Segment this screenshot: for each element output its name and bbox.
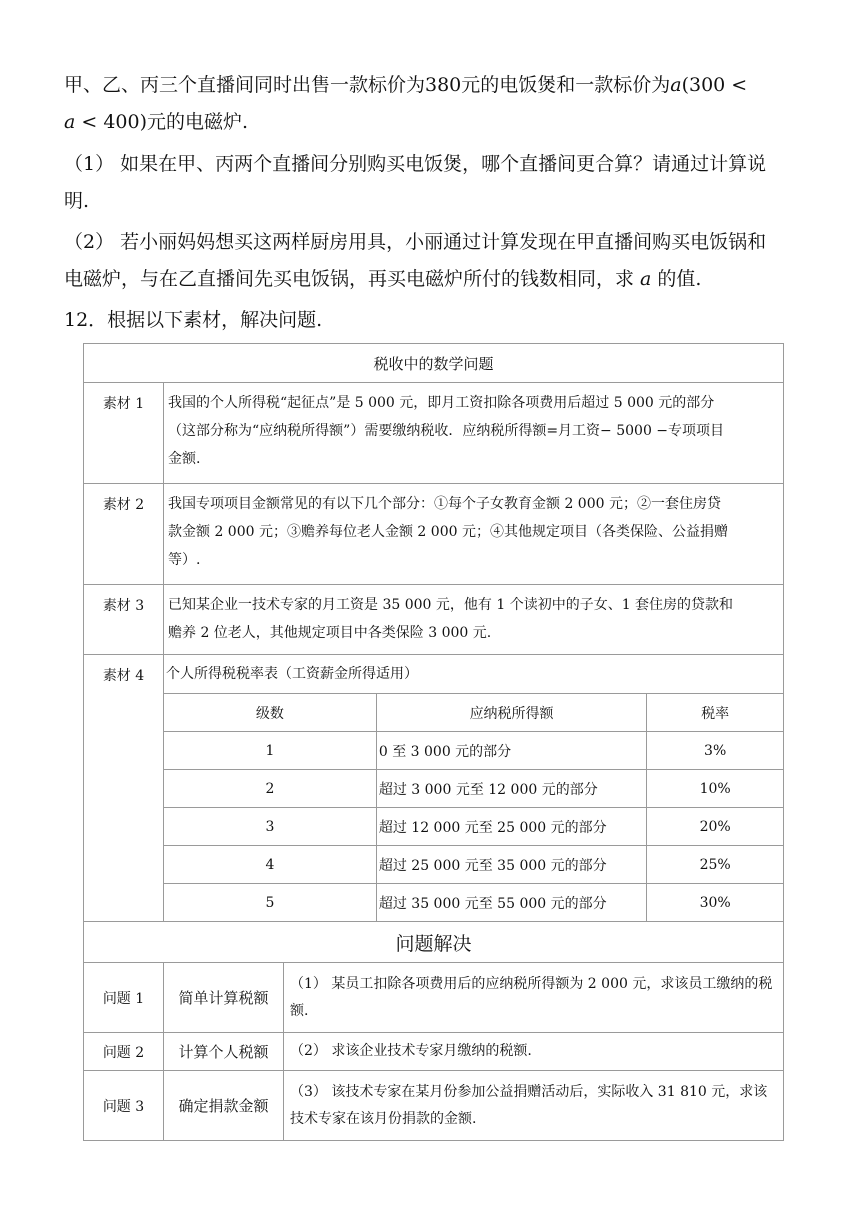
taxable-income-range: 超过 35 000 元至 55 000 元的部分 — [376, 884, 646, 922]
taxable-income-range: 超过 12 000 元至 25 000 元的部分 — [376, 808, 646, 846]
problem-1-title: 简单计算税额 — [164, 963, 284, 1033]
material-4-content — [164, 655, 784, 922]
bracket-level: 1 — [164, 732, 376, 770]
tax-rate: 25% — [647, 846, 783, 884]
section-title: 问题解决 — [84, 922, 784, 963]
tax-rate: 20% — [647, 808, 783, 846]
material-2-line: 款金额 2 000 元；③赡养每位老人金额 2 000 元；④其他规定项目（各类保险、公益捐赠 — [168, 524, 728, 540]
material-2-text — [164, 484, 784, 585]
question-2-line-2: 电磁炉，与在乙直播间先买电饭锅，再买电磁炉所付的钱数相同，求 𝑎 的值. — [64, 268, 702, 290]
table-title: 税收中的数学问题 — [84, 344, 784, 383]
problem-1-text: （1） 某员工扣除各项费用后的应纳税所得额为 2 000 元，求该员工缴纳的税额. — [284, 963, 784, 1033]
problem-1-label: 问题 1 — [84, 963, 164, 1033]
material-1-label: 素材 1 — [84, 383, 164, 484]
tax-rate: 3% — [647, 732, 783, 770]
problem-3-text: （3） 该技术专家在某月份参加公益捐赠活动后，实际收入 31 810 元，求该技术专家在该月份捐款的金额. — [284, 1071, 784, 1141]
question-12-heading: 12．根据以下素材，解决问题. — [64, 309, 323, 331]
material-3-text — [164, 585, 784, 655]
problem-2-title: 计算个人税额 — [164, 1033, 284, 1071]
intro-line-1: 甲、乙、丙三个直播间同时出售一款标价为380元的电饭煲和一款标价为𝑎(300 < — [64, 74, 748, 96]
table-row — [164, 884, 783, 922]
taxable-income-range: 0 至 3 000 元的部分 — [376, 732, 646, 770]
material-2-label: 素材 2 — [84, 484, 164, 585]
material-4-label: 素材 4 — [84, 655, 164, 922]
column-header: 应纳税所得额 — [376, 694, 646, 732]
table-row — [164, 846, 783, 884]
bracket-level: 5 — [164, 884, 376, 922]
material-2-line: 我国专项项目金额常见的有以下几个部分：①每个子女教育金额 2 000 元；②一套住房贷 — [168, 496, 721, 512]
taxable-income-range: 超过 25 000 元至 35 000 元的部分 — [376, 846, 646, 884]
taxable-income-range: 超过 3 000 元至 12 000 元的部分 — [376, 770, 646, 808]
material-1-line: 金额. — [168, 451, 201, 467]
material-1-line: 我国的个人所得税“起征点”是 5 000 元，即月工资扣除各项费用后超过 5 000 元的部分 — [168, 395, 715, 411]
table-header-row — [164, 694, 783, 732]
table-row — [164, 732, 783, 770]
tax-rate: 10% — [647, 770, 783, 808]
table-row — [164, 808, 783, 846]
problem-3-label: 问题 3 — [84, 1071, 164, 1141]
question-1-line-1: （1） 如果在甲、丙两个直播间分别购买电饭煲，哪个直播间更合算？请通过计算说 — [64, 153, 767, 175]
table-row — [164, 770, 783, 808]
tax-materials-table — [83, 343, 784, 1141]
column-header: 税率 — [647, 694, 783, 732]
material-1-text — [164, 383, 784, 484]
column-header: 级数 — [164, 694, 376, 732]
bracket-level: 2 — [164, 770, 376, 808]
material-3-line: 已知某企业一技术专家的月工资是 35 000 元，他有 1 个读初中的子女、1 套住房的贷款和 — [168, 597, 734, 613]
tax-rate: 30% — [647, 884, 783, 922]
intro-line-2: 𝑎 < 400)元的电磁炉. — [64, 111, 249, 133]
problem-2-label: 问题 2 — [84, 1033, 164, 1071]
tax-rate-table-heading: 个人所得税税率表（工资薪金所得适用） — [166, 666, 418, 682]
problem-2-text: （2） 求该企业技术专家月缴纳的税额. — [284, 1033, 784, 1071]
material-3-line: 赡养 2 位老人，其他规定项目中各类保险 3 000 元. — [168, 625, 492, 641]
problem-3-title: 确定捐款金额 — [164, 1071, 284, 1141]
material-3-label: 素材 3 — [84, 585, 164, 655]
tax-rate-table — [164, 693, 783, 921]
material-1-line: （这部分称为“应纳税所得额”）需要缴纳税收．应纳税所得额=月工资− 5000 −专项项目 — [168, 423, 725, 439]
bracket-level: 4 — [164, 846, 376, 884]
question-1-line-2: 明. — [64, 190, 90, 212]
question-2-line-1: （2） 若小丽妈妈想买这两样厨房用具，小丽通过计算发现在甲直播间购买电饭锅和 — [64, 231, 767, 253]
material-2-line: 等）. — [168, 552, 201, 568]
bracket-level: 3 — [164, 808, 376, 846]
